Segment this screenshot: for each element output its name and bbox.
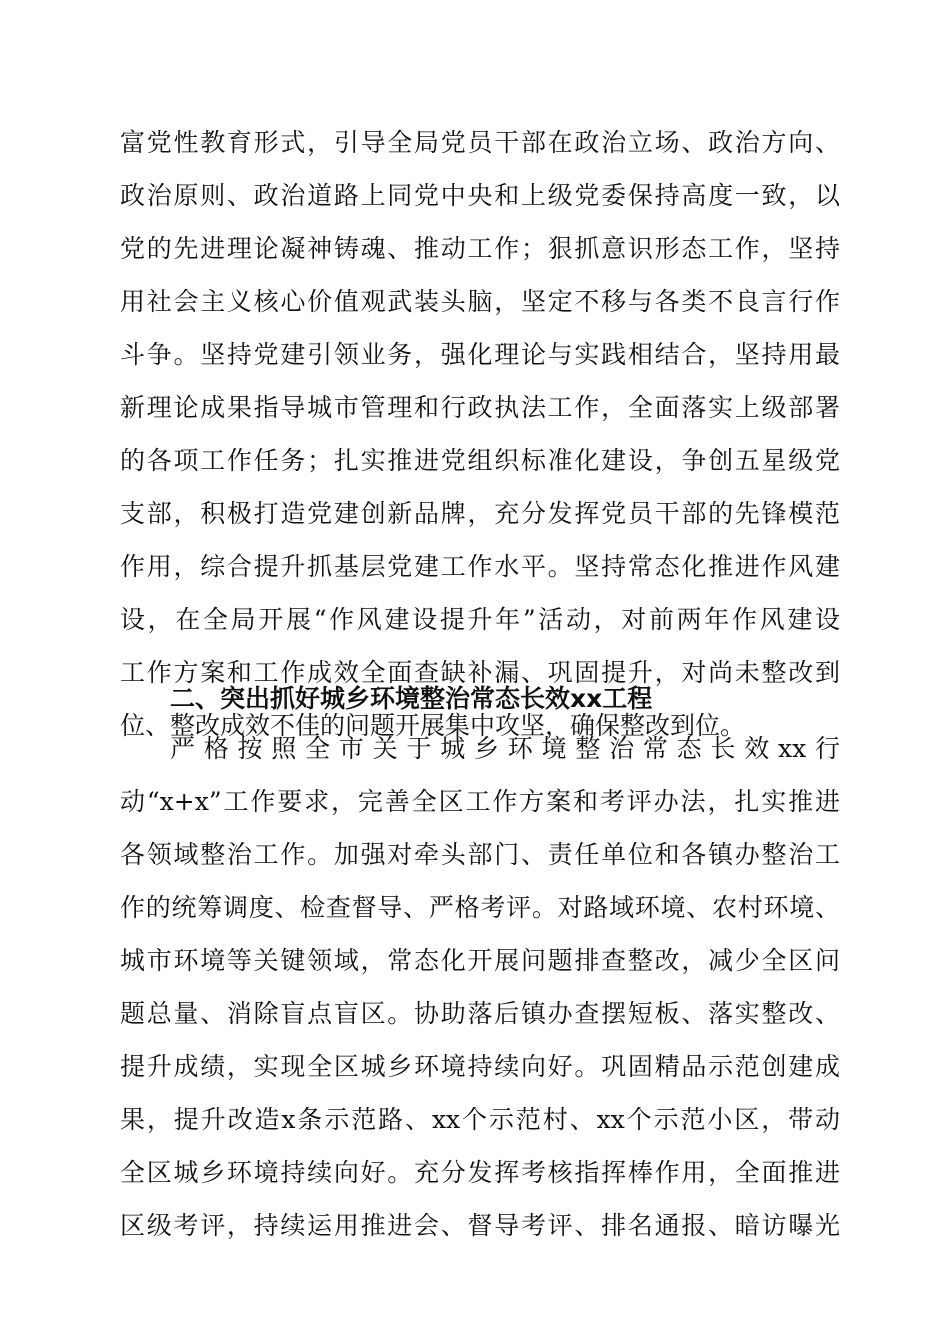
text-line: 区级考评，持续运用推进会、督导考评、排名通报、暗访曝光 xyxy=(120,1211,840,1240)
section-heading: 二、突出抓好城乡环境整治常态长效xx工程 xyxy=(170,684,653,713)
text-line: 工作方案和工作成效全面查缺补漏、巩固提升，对尚未整改到 xyxy=(120,658,840,687)
text-line: 位、整改成效不佳的问题开展集中攻坚，确保整改到位。 xyxy=(120,711,746,740)
text-line: 党的先进理论凝神铸魂、推动工作；狠抓意识形态工作，坚持 xyxy=(120,234,840,263)
text-line: 动“x+x”工作要求，完善全区工作方案和考评办法，扎实推进 xyxy=(120,787,840,816)
section-heading-block xyxy=(120,672,840,725)
paragraph-party-building xyxy=(120,116,840,752)
text-line: 用社会主义核心价值观武装头脑，坚定不移与各类不良言行作 xyxy=(120,287,840,316)
text-line: 设，在全局开展“作风建设提升年”活动，对前两年作风建设 xyxy=(120,605,840,634)
text-line: 支部，积极打造党建创新品牌，充分发挥党员干部的先锋模范 xyxy=(120,499,840,528)
text-line: 作用，综合提升抓基层党建工作水平。坚持常态化推进作风建 xyxy=(120,552,840,581)
text-line: 全区城乡环境持续向好。充分发挥考核指挥棒作用，全面推进 xyxy=(120,1158,840,1187)
text-line: 新理论成果指导城市管理和行政执法工作，全面落实上级部署 xyxy=(120,393,840,422)
text-line: 提升成绩，实现全区城乡环境持续向好。巩固精品示范创建成 xyxy=(120,1052,840,1081)
text-line: 题总量、消除盲点盲区。协助落后镇办查摆短板、落实整改、 xyxy=(120,999,840,1028)
text-line: 的各项工作任务；扎实推进党组织标准化建设，争创五星级党 xyxy=(120,446,840,475)
text-line: 城市环境等关键领域，常态化开展问题排查整改，减少全区问 xyxy=(120,946,840,975)
text-line: 果，提升改造x条示范路、xx个示范村、xx个示范小区，带动 xyxy=(120,1105,840,1134)
text-line: 作的统筹调度、检查督导、严格考评。对路域环境、农村环境、 xyxy=(120,893,840,922)
text-line: 各领域整治工作。加强对牵头部门、责任单位和各镇办整治工 xyxy=(120,840,840,869)
text-line: 富党性教育形式，引导全局党员干部在政治立场、政治方向、 xyxy=(120,128,840,157)
text-line: 斗争。坚持党建引领业务，强化理论与实践相结合，坚持用最 xyxy=(120,340,840,369)
text-line: 政治原则、政治道路上同党中央和上级党委保持高度一致，以 xyxy=(120,181,840,210)
paragraph-environment xyxy=(120,722,840,1252)
text-line: 严格按照全市关于城乡环境整治常态长效xx行 xyxy=(170,734,840,763)
